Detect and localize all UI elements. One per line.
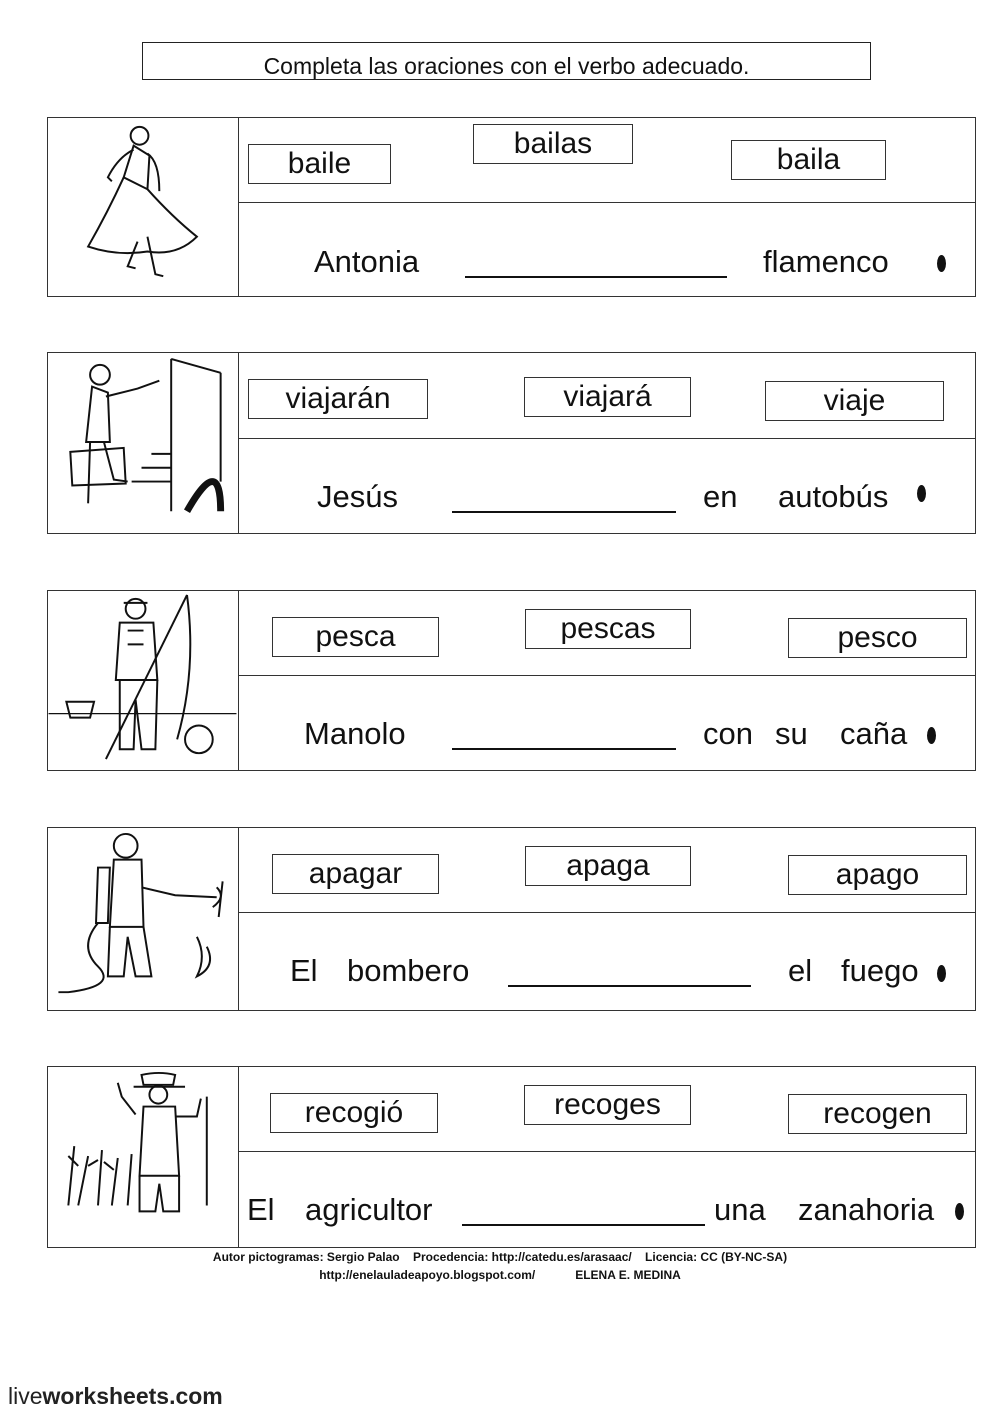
footer-author: http://enelauladeapoyo.blogspot.com/ ELENA E. MEDINA [319, 1268, 681, 1282]
option-recoges[interactable]: recoges [524, 1085, 691, 1125]
answer-blank[interactable] [452, 511, 676, 513]
exercise-row-4 [47, 827, 976, 1011]
sentence-word: Antonia [314, 244, 420, 279]
option-viaje[interactable]: viaje [765, 381, 944, 421]
option-viajara[interactable]: viajará [524, 377, 691, 417]
option-viajaran[interactable]: viajarán [248, 379, 428, 419]
option-pesco[interactable]: pesco [788, 618, 967, 658]
sentence-word: agricultor [305, 1192, 433, 1227]
sentence-word: con [703, 716, 753, 751]
brand-light: live [8, 1383, 43, 1409]
option-pesca[interactable]: pesca [272, 617, 439, 657]
sentence-word: el [788, 953, 813, 988]
option-apaga[interactable]: apaga [525, 846, 691, 886]
man-boarding-bus-icon [48, 353, 239, 533]
row-divider [239, 675, 975, 676]
sentence-word: flamenco [763, 244, 889, 279]
sentence-word: autobús [778, 479, 889, 514]
option-recogio[interactable]: recogió [270, 1093, 438, 1133]
row-divider [239, 912, 975, 913]
period-dot [917, 485, 926, 502]
option-recogen[interactable]: recogen [788, 1094, 967, 1134]
option-apagar[interactable]: apagar [272, 854, 439, 894]
brand-suffix: .com [169, 1383, 223, 1409]
firefighter-icon [48, 828, 239, 1010]
option-baile[interactable]: baile [248, 144, 391, 184]
sentence-word: caña [840, 716, 908, 751]
brand-bold: worksheets [42, 1383, 170, 1409]
sentence-word: una [714, 1192, 766, 1227]
period-dot [955, 1203, 964, 1220]
farmer-icon [48, 1067, 239, 1247]
option-bailas[interactable]: bailas [473, 124, 633, 164]
sentence-word: El [290, 953, 318, 988]
exercise-row-5 [47, 1066, 976, 1248]
answer-blank[interactable] [452, 748, 676, 750]
row-divider [239, 202, 975, 203]
sentence-word: fuego [841, 953, 919, 988]
sentence-word: en [703, 479, 738, 514]
flamenco-dancer-icon [48, 118, 239, 296]
sentence-word: Manolo [304, 716, 406, 751]
fisherman-icon [48, 591, 239, 770]
exercise-row-1 [47, 117, 976, 297]
instruction-title: Completa las oraciones con el verbo adecuado. [142, 42, 871, 80]
sentence-word: bombero [347, 953, 470, 988]
answer-blank[interactable] [462, 1224, 705, 1226]
answer-blank[interactable] [508, 985, 751, 987]
row-divider [239, 438, 975, 439]
footer-credits: Autor pictogramas: Sergio Palao Procedencia: http://catedu.es/arasaac/ Licencia: CC (BY-NC-SA) [212, 1250, 788, 1264]
sentence-word: Jesús [317, 479, 398, 514]
option-apago[interactable]: apago [788, 855, 967, 895]
period-dot [937, 255, 946, 272]
period-dot [937, 965, 946, 982]
sentence-word: zanahoria [798, 1192, 935, 1227]
row-divider [239, 1151, 975, 1152]
answer-blank[interactable] [465, 276, 727, 278]
exercise-row-2 [47, 352, 976, 534]
liveworksheets-logo [8, 1383, 223, 1410]
sentence-word: su [775, 716, 808, 751]
option-pescas[interactable]: pescas [525, 609, 691, 649]
sentence-word: El [247, 1192, 275, 1227]
option-baila[interactable]: baila [731, 140, 886, 180]
period-dot [927, 727, 936, 744]
exercise-row-3 [47, 590, 976, 771]
